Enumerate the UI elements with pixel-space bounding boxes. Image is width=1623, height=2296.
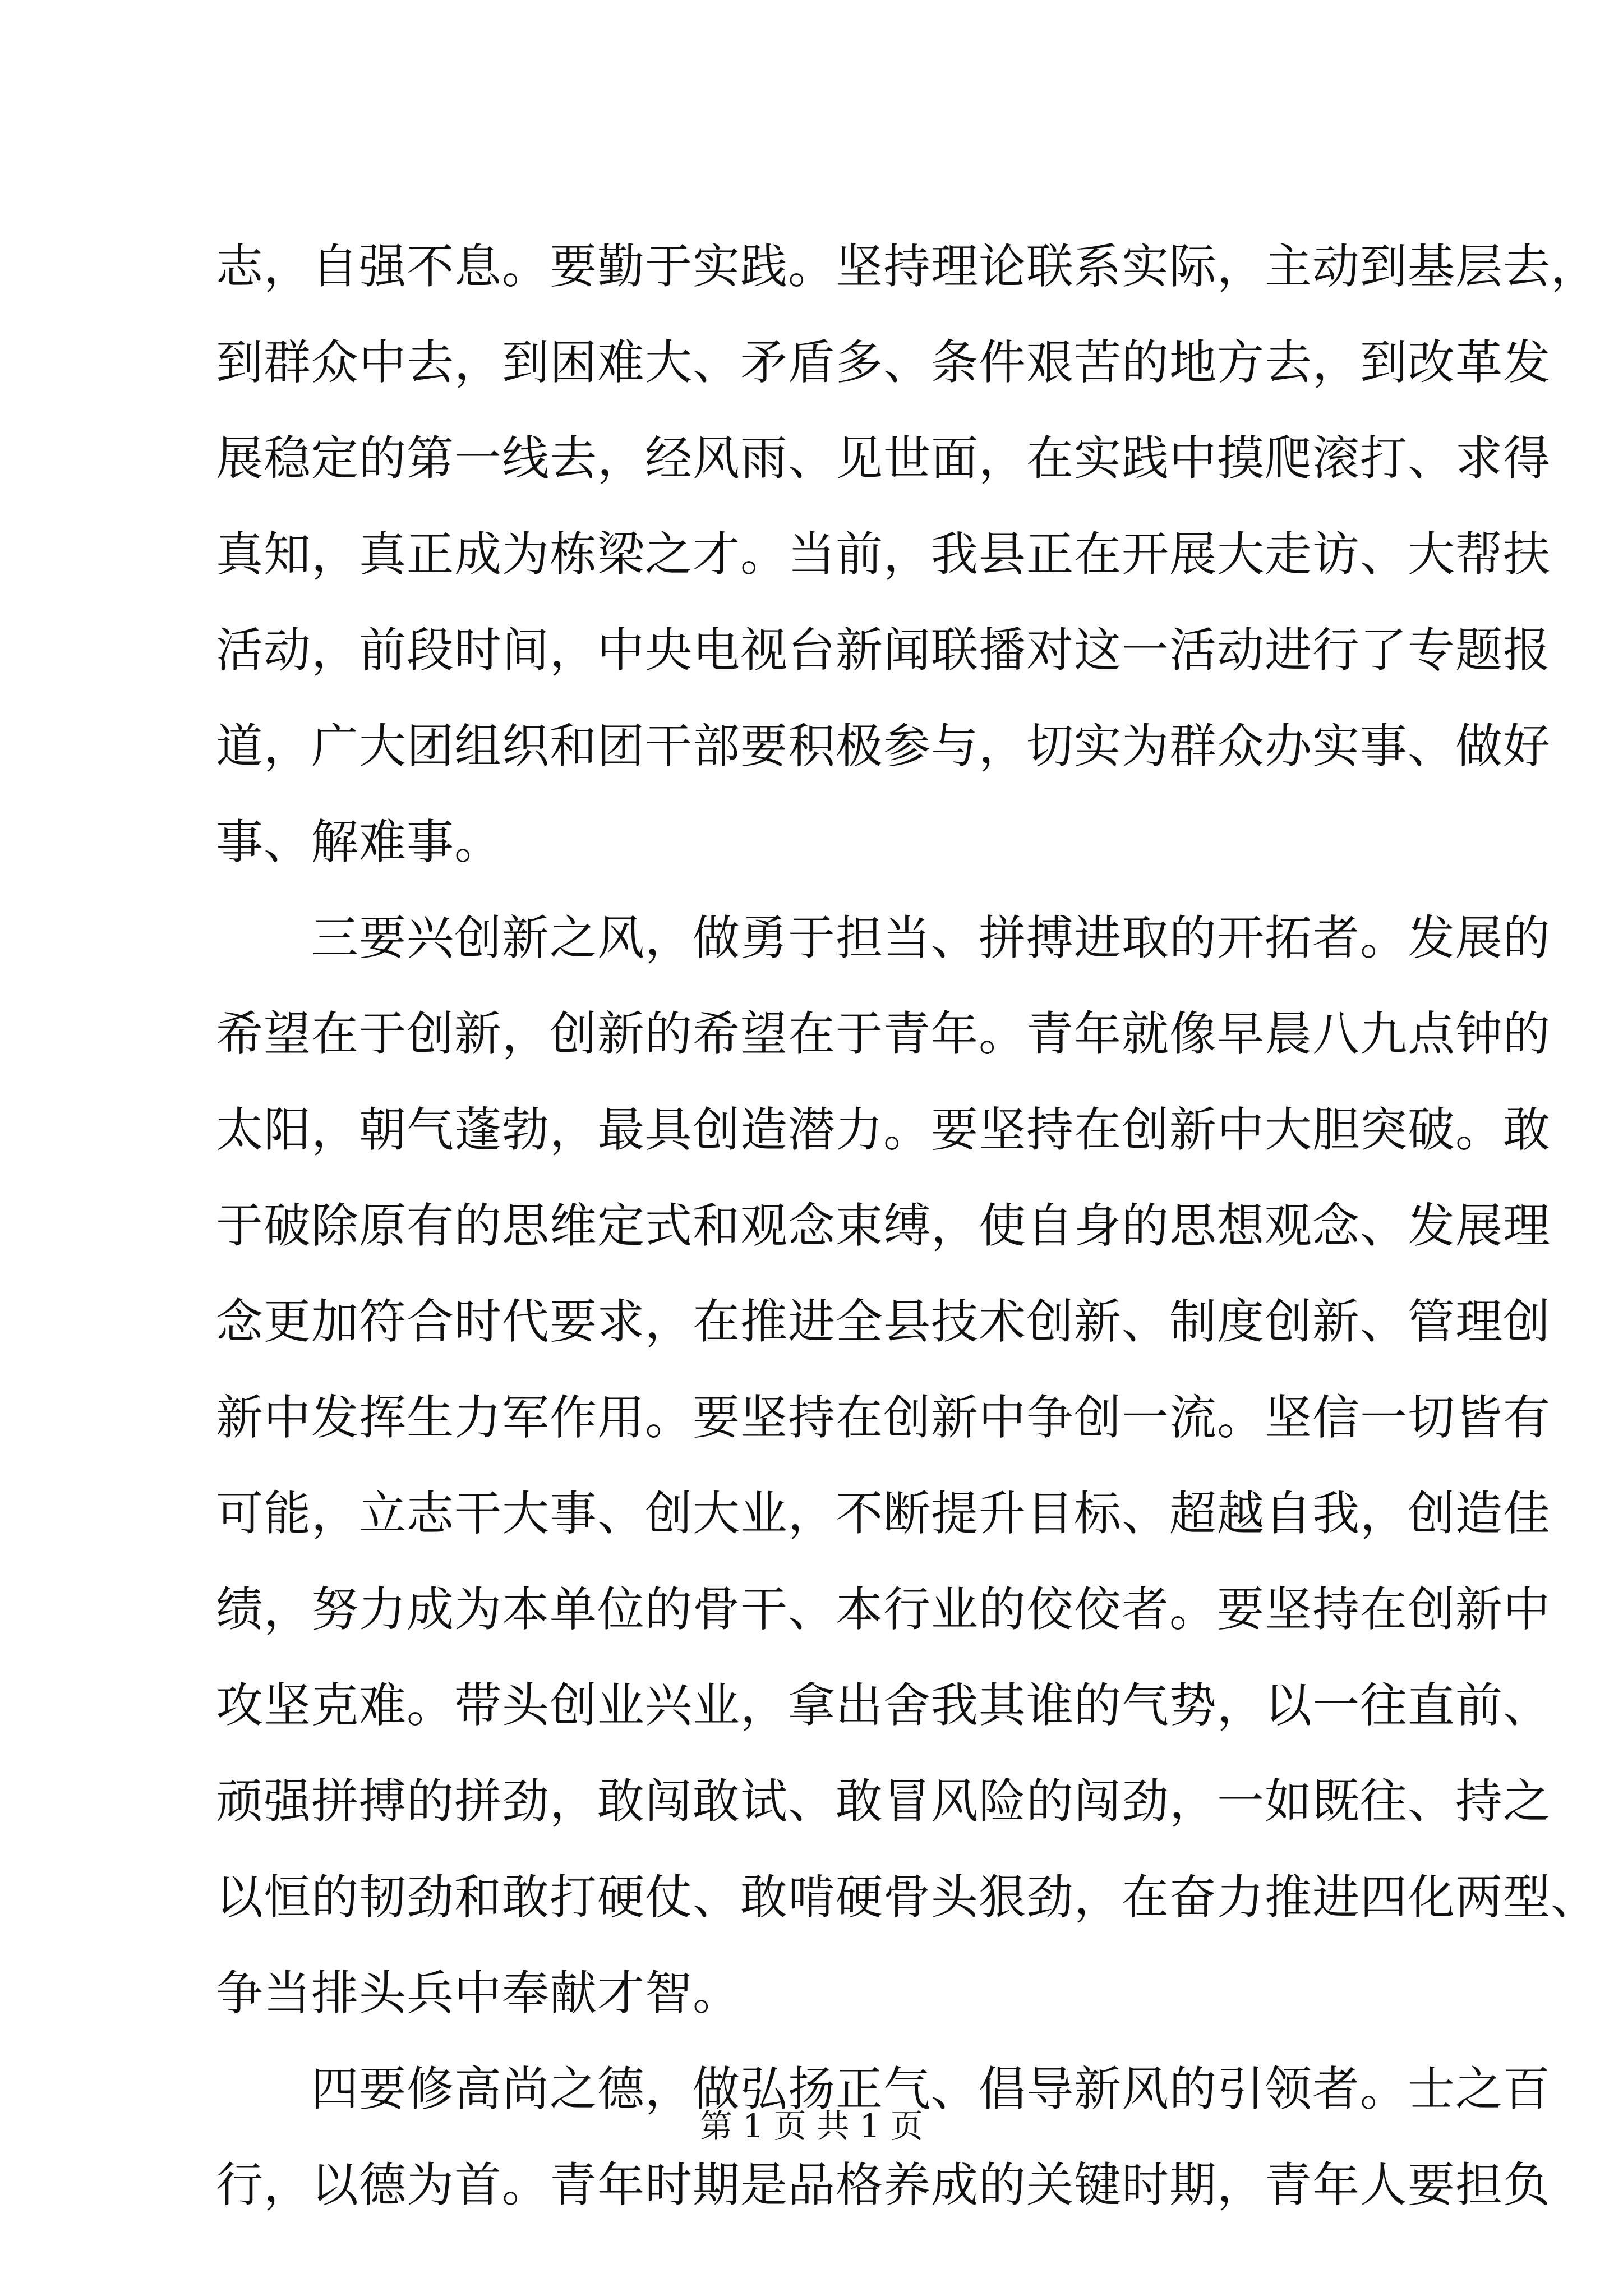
text-line: 道，广大团组织和团干部要积极参与，切实为群众办实事、做好 <box>216 719 1551 774</box>
text-line: 希望在于创新，创新的希望在于青年。青年就像早晨八九点钟的 <box>216 1006 1551 1061</box>
text-line: 展稳定的第一线去，经风雨、见世面，在实践中摸爬滚打、求得 <box>216 431 1551 486</box>
text-line: 行，以德为首。青年时期是品格养成的关键时期，青年人要担负 <box>216 2157 1551 2212</box>
text-line: 四要修高尚之德，做弘扬正气、倡导新风的引领者。士之百 <box>216 2062 1551 2116</box>
text-line: 念更加符合时代要求，在推进全县技术创新、制度创新、管理创 <box>216 1294 1551 1349</box>
text-line: 到群众中去，到困难大、矛盾多、条件艰苦的地方去，到改革发 <box>216 335 1551 390</box>
text-line: 事、解难事。 <box>216 815 502 869</box>
text-line: 志，自强不息。要勤于实践。坚持理论联系实际，主动到基层去， <box>216 239 1599 294</box>
text-line: 新中发挥生力军作用。要坚持在创新中争创一流。坚信一切皆有 <box>216 1390 1551 1445</box>
text-line: 争当排头兵中奉献才智。 <box>216 1966 741 2021</box>
text-line: 真知，真正成为栋梁之才。当前，我县正在开展大走访、大帮扶 <box>216 527 1551 582</box>
text-line: 三要兴创新之风，做勇于担当、拼搏进取的开拓者。发展的 <box>216 910 1551 965</box>
text-line: 攻坚克难。带头创业兴业，拿出舍我其谁的气势，以一往直前、 <box>216 1678 1551 1733</box>
body-text <box>216 219 1599 2233</box>
text-line: 以恒的韧劲和敢打硬仗、敢啃硬骨头狠劲，在奋力推进四化两型、 <box>216 1870 1599 1925</box>
text-line: 太阳，朝气蓬勃，最具创造潜力。要坚持在创新中大胆突破。敢 <box>216 1102 1551 1157</box>
text-line: 可能，立志干大事、创大业，不断提升目标、超越自我，创造佳 <box>216 1486 1551 1541</box>
page-number-footer: 第 1 页 共 1 页 <box>700 2107 923 2145</box>
text-line: 于破除原有的思维定式和观念束缚，使自身的思想观念、发展理 <box>216 1198 1551 1253</box>
text-line: 顽强拼搏的拼劲，敢闯敢试、敢冒风险的闯劲，一如既往、持之 <box>216 1774 1551 1829</box>
text-line: 绩，努力成为本单位的骨干、本行业的佼佼者。要坚持在创新中 <box>216 1582 1551 1637</box>
text-line: 活动，前段时间，中央电视台新闻联播对这一活动进行了专题报 <box>216 623 1551 678</box>
